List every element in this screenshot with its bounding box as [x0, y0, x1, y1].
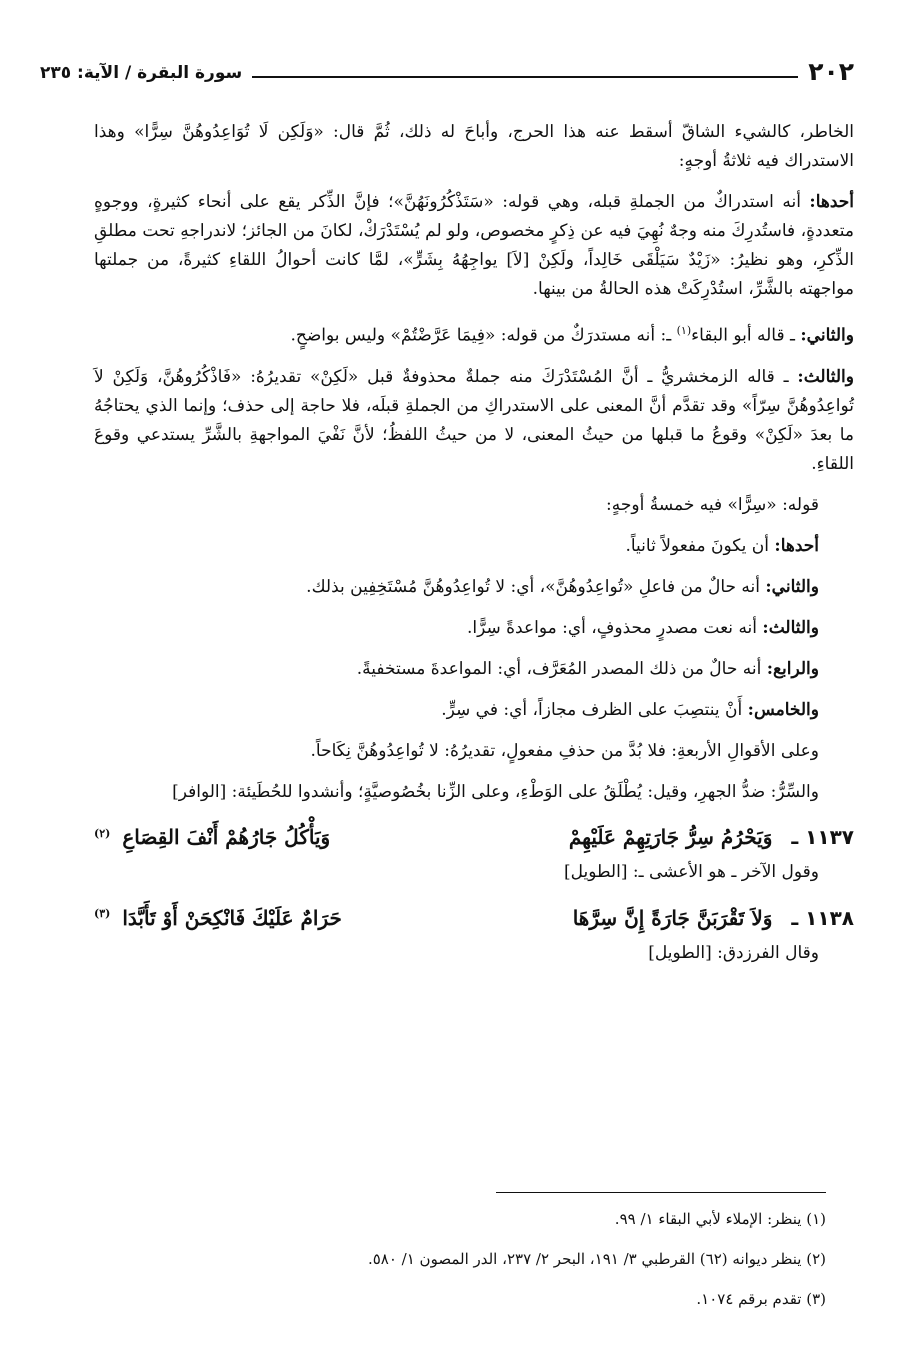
running-head — [40, 48, 854, 84]
main-text — [94, 118, 854, 980]
item-text: أنه حالٌ من فاعلِ «تُواعِدُوهُنَّ»، أي: لا تُواعِدُوهُنَّ مُسْتَخِفِين بذلك. — [306, 576, 766, 597]
surah-verse-title: سورة البقرة / الآية: ٢٣٥ — [40, 63, 243, 83]
paragraph-text: ـ قاله الزمخشريُّ ـ أنَّ المُسْتَدْرَكَ منه جملةٌ محذوفةٌ قبل «لَكِنْ» تقديرُهُ: «فَاذْكُرُوهُنَّ، وَلَكِنْ لاَ تُواعِدُوهُنَّ سِرّاً» وقد تقدَّم أنَّ المعنى على الاستدراكِ من الجملةِ قبلَه، فلا حاجة إلى حذف؛ وإنما الذي يحتاجُهُ ما بعدَ «لَكِنْ» وقوعُ ما قبلها من حيثُ المعنى، لا من حيثُ اللفظُ؛ لأنَّ نَفْيَ المواجهةِ بالشَّرِّ يستدعي وقوعَ اللقاءِ. — [94, 366, 854, 474]
sirran-item — [94, 573, 854, 602]
paragraph-text: ـ: أنه مستدرَكٌ من قوله: «فِيمَا عَرَّضْتُمْ» وليس بواضحٍ. — [290, 325, 677, 346]
verse-attribution: وقول الآخر ـ هو الأعشى ـ: [الطويل] — [563, 862, 819, 883]
header-rule — [252, 76, 798, 78]
lead-label: والثاني: — [765, 576, 819, 597]
sirran-intro: قوله: «سِرًّا» فيه خمسةُ أوجهٍ: — [606, 494, 819, 515]
sirran-item — [94, 655, 854, 684]
paragraph-intro: الخاطر، كالشيء الشاقّ أسقط عنه هذا الحرج، وأباحَ له ذلك، ثُمَّ قال: «وَلَكِن لَا تُوَاعِدُوهُنَّ سِرًّا» وهذا الاستدراك فيه ثلاثةُ أوجهٍ: — [94, 122, 854, 171]
poetry-verse — [94, 819, 854, 853]
verse-hemistich: حَرَامٌ عَلَيْكَ فَانْكِحَنْ أَوْ تَأَبَّدَا — [122, 905, 342, 930]
lead-label: أحدها: — [774, 535, 819, 556]
paragraph-second-view — [94, 316, 854, 351]
sirran-item — [94, 696, 854, 725]
lead-label: والثاني: — [800, 325, 854, 346]
lead-label: والرابع: — [766, 658, 819, 679]
verse-number: ١١٣٨ ـ — [791, 905, 854, 930]
footnote-ref[interactable]: (٢) — [94, 826, 111, 840]
item-text: أَنْ ينتصِبَ على الظرف مجازاً، أي: في سِرٍّ. — [441, 699, 748, 720]
sirran-item — [94, 614, 854, 643]
paragraph-third-view — [94, 363, 854, 479]
lead-label: والثالث: — [797, 366, 854, 387]
lead-label: أحدها: — [809, 192, 854, 212]
page-number: ٢٠٢ — [808, 57, 854, 86]
verse-first-half — [573, 904, 854, 933]
item-text: أن يكونَ مفعولاً ثانياً. — [625, 535, 775, 556]
verse-hemistich: وَيَأْكُلُ جَارُهُمْ أَنْفَ القِصَاعِ — [122, 825, 331, 850]
verse-hemistich: وَلاَ تَقْرَبَنَّ جَارَةً إِنَّ سِرَّهَا — [572, 905, 773, 930]
verse-number: ١١٣٧ ـ — [791, 825, 854, 850]
footnotes — [94, 1208, 826, 1328]
lead-label: والثالث: — [762, 617, 819, 638]
verse-second-half — [94, 819, 330, 853]
sirran-item — [94, 532, 854, 561]
paragraph-first-view — [94, 188, 854, 304]
item-text: أنه نعت مصدرٍ محذوفٍ، أي: مواعدةً سِرًّا. — [467, 617, 763, 638]
verse-hemistich: وَيَحْرُمُ سِرُّ جَارَتِهِمْ عَلَيْهِمْ — [568, 825, 773, 850]
lead-label: والخامس: — [747, 699, 819, 720]
footnote-ref[interactable]: (٣) — [94, 907, 111, 921]
paragraph-four-views: وعلى الأقوالِ الأربعةِ: فلا بُدَّ من حذفِ مفعولٍ، تقديرُهُ: لا تُواعِدُوهُنَّ نِكَاحاً. — [310, 740, 819, 761]
paragraph-meaning: والسِّرُّ: ضدُّ الجهرِ، وقيل: يُطْلَقُ على الوَطْءِ، وعلى الزِّنا بخُصُوصيَّةٍ؛ وأنشدوا للحُطَيئة: [الوافر] — [172, 781, 819, 802]
verse-second-half — [94, 899, 342, 933]
paragraph-text: ـ قاله أبو البقاء — [691, 325, 801, 346]
footnote: (٣) تقدم برقم ١٠٧٤. — [696, 1290, 826, 1308]
poetry-verse — [94, 899, 854, 933]
footnote: (٢) ينظر ديوانه (٦٢) القرطبي ٣/ ١٩١، البحر ٢/ ٢٣٧، الدر المصون ١/ ٥٨٠. — [367, 1250, 826, 1268]
footnote: (١) ينظر: الإملاء لأبي البقاء ١/ ٩٩. — [614, 1210, 826, 1228]
footnote-rule — [496, 1192, 826, 1193]
paragraph-text: أنه استدراكٌ من الجملةِ قبله، وهي قوله: «سَتَذْكُرُونَهُنَّ»؛ فإنَّ الذِّكر يقع على أنحاء كثيرةٍ، ووجوهٍ متعددةٍ، فاستُدرِكَ منه وجهٌ نُهِيَ فيه عن ذِكرٍ مخصوص، ولو لم يُسْتَدْرَكْ، لكانَ من الجائز؛ لاندراجهِ تحت مطلقِ الذِّكرِ، وهو نظيرُ: «زَيْدٌ سَيَلْقَى خَالِداً، ولَكِنْ [لاَ] يواجِهُهُ بِشَرٍّ»، لمَّا كانت أحوالُ اللقاءِ كثيرةً، من جملتها مواجهته بالشَّرِّ، استُدْرِكَتْ هذه الحالةُ من بينها. — [94, 192, 854, 299]
verse-first-half — [569, 823, 854, 852]
verse-attribution: وقال الفرزدق: [الطويل] — [648, 942, 819, 963]
footnote-ref[interactable]: (١) — [676, 324, 692, 337]
item-text: أنه حالٌ من ذلك المصدر المُعَرَّف، أي: المواعدةَ مستخفيةً. — [356, 658, 767, 679]
